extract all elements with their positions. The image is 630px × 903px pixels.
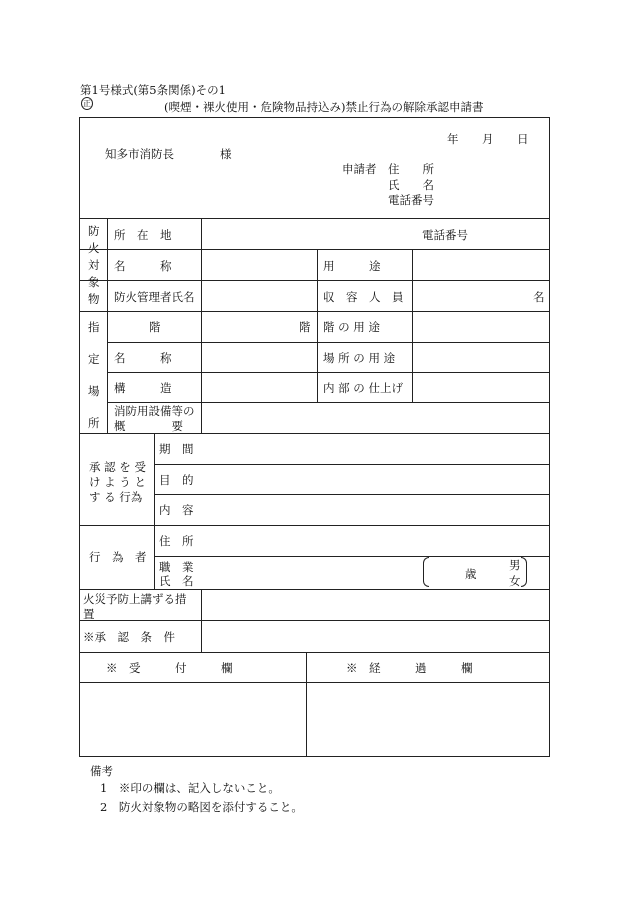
progress-column-header: ※ 経 過 欄 [346, 661, 473, 675]
note-item: 2 防火対象物の略図を添付すること。 [100, 800, 303, 814]
place-name-label: 名 称 [114, 351, 172, 365]
capacity-label: 収 容 人 員 [323, 290, 404, 304]
equipment-label-line2: 概 要 [114, 419, 183, 433]
addressee: 知多市消防長 [105, 147, 174, 161]
use-label: 用 途 [323, 259, 381, 273]
location-label: 所 在 地 [114, 228, 172, 242]
applicant-label: 申請者 [342, 162, 377, 176]
day-label: 日 [517, 132, 529, 146]
male-label: 男 [509, 558, 521, 572]
measures-label-line2: 置 [83, 607, 95, 621]
place-group-char: 定 [88, 352, 100, 366]
floor-label: 階 [149, 320, 161, 334]
place-group-char: 指 [88, 320, 100, 334]
place-use-label: 場 所 の 用 途 [323, 351, 396, 365]
act-group-line1: 承 認 を 受 [89, 460, 146, 474]
capacity-unit: 名 [533, 290, 545, 304]
sama-label: 様 [220, 147, 232, 161]
facility-group-char: 対 [88, 258, 100, 272]
actor-group-label: 行 為 者 [89, 550, 147, 564]
measures-label-line1: 火災予防上講ずる措 [83, 592, 187, 606]
facility-group-char: 物 [88, 292, 100, 306]
facility-group-char: 防 [88, 224, 100, 238]
reception-column-header: ※ 受 付 欄 [106, 661, 233, 675]
left-bracket [423, 557, 429, 587]
month-label: 月 [482, 132, 494, 146]
age-label: 歳 [465, 567, 477, 581]
applicant-name-label: 氏 名 [388, 178, 434, 192]
equipment-label-line1: 消防用設備等の [114, 404, 195, 418]
actor-address-label: 住 所 [159, 534, 194, 548]
seal-mark-icon: 正 [83, 99, 91, 108]
applicant-phone-label: 電話番号 [388, 193, 434, 207]
facility-group-char: 象 [88, 275, 100, 289]
act-group-line2: け よ う と [89, 475, 146, 489]
female-label: 女 [509, 574, 521, 588]
form-title: (喫煙・裸火使用・危険物品持込み)禁止行為の解除承認申請書 [164, 100, 484, 114]
conditions-label: ※承 認 条 件 [83, 630, 175, 644]
applicant-address-label: 住 所 [388, 162, 434, 176]
facility-group-char: 火 [88, 241, 100, 255]
form-number: 第1号様式(第5条関係)その1 [80, 83, 226, 97]
floor-use-label: 階 の 用 途 [323, 320, 380, 334]
floor-suffix: 階 [299, 320, 311, 334]
right-bracket [521, 557, 527, 587]
purpose-label: 目 的 [159, 473, 194, 487]
content-label: 内 容 [159, 503, 194, 517]
interior-label: 内 部 の 仕上げ [323, 381, 403, 395]
manager-label: 防火管理者氏名 [114, 290, 195, 304]
actor-name-label: 氏 名 [159, 574, 194, 588]
structure-label: 構 造 [114, 381, 172, 395]
phone-label: 電話番号 [422, 228, 468, 242]
year-label: 年 [447, 132, 459, 146]
notes-title: 備考 [90, 764, 113, 778]
facility-name-label: 名 称 [114, 259, 172, 273]
act-group-line3: す る 行為 [89, 490, 143, 504]
note-item: 1 ※印の欄は、記入しないこと。 [100, 781, 280, 795]
period-label: 期 間 [159, 442, 194, 456]
place-group-char: 所 [88, 416, 100, 430]
occupation-label: 職 業 [159, 560, 194, 574]
place-group-char: 場 [88, 384, 100, 398]
